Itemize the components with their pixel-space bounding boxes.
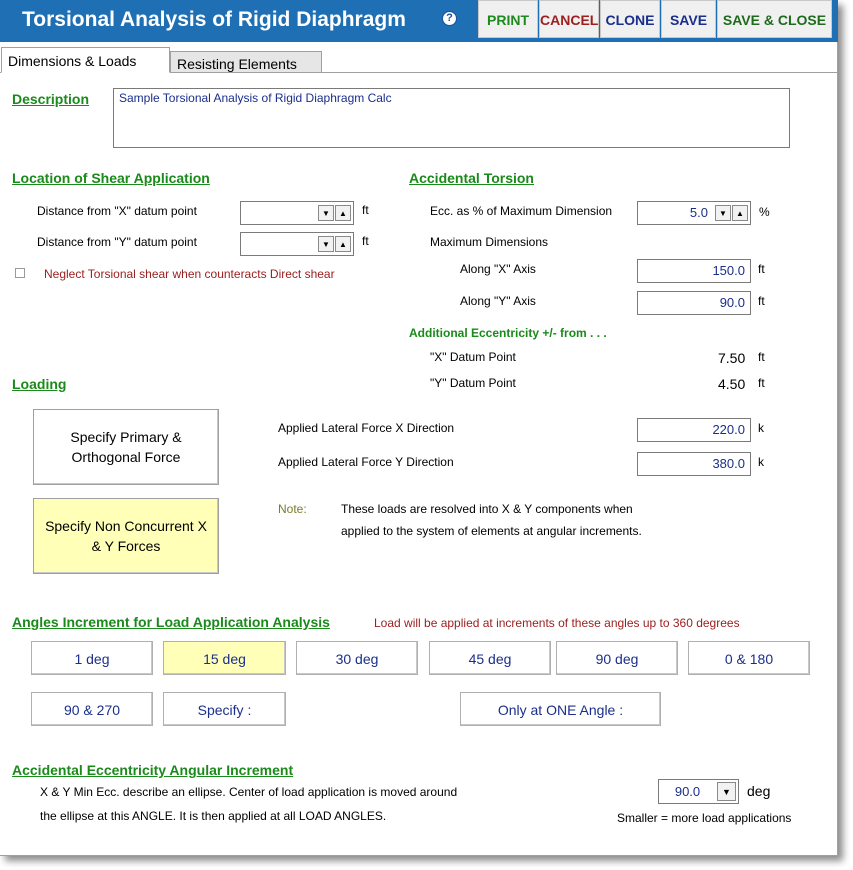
along-x-label: Along "X" Axis bbox=[460, 262, 536, 276]
max-dimensions-label: Maximum Dimensions bbox=[430, 235, 549, 249]
y-distance-value[interactable] bbox=[241, 233, 317, 255]
specify-primary-orthogonal-button[interactable]: Specify Primary & Orthogonal Force bbox=[33, 409, 219, 485]
ecc-percent-value[interactable]: 5.0 bbox=[689, 205, 708, 220]
force-y-input[interactable]: 380.0 bbox=[637, 452, 751, 476]
ecc-increment-hint: Smaller = more load applications bbox=[617, 811, 792, 825]
neglect-torsional-label: Neglect Torsional shear when counteracts Direct shear bbox=[44, 267, 335, 281]
shear-location-heading: Location of Shear Application bbox=[12, 170, 210, 186]
force-x-label: Applied Lateral Force X Direction bbox=[278, 421, 455, 435]
tab-resisting-elements[interactable]: Resisting Elements bbox=[170, 51, 322, 73]
angle-90deg-button[interactable]: 90 deg bbox=[556, 641, 678, 675]
angles-info-text: Load will be applied at increments of these angles up to 360 degrees bbox=[374, 616, 740, 630]
cancel-button[interactable]: CANCEL bbox=[539, 0, 599, 38]
chevron-up-icon[interactable]: ▲ bbox=[335, 205, 351, 221]
angle-1deg-button[interactable]: 1 deg bbox=[31, 641, 153, 675]
note-line-1: These loads are resolved into X & Y components when bbox=[341, 502, 633, 516]
neglect-torsional-checkbox[interactable] bbox=[15, 268, 25, 278]
along-y-label: Along "Y" Axis bbox=[460, 294, 536, 308]
ecc-increment-dropdown[interactable] bbox=[658, 779, 739, 804]
force-y-unit: k bbox=[758, 455, 764, 469]
y-distance-unit: ft bbox=[362, 234, 369, 248]
angle-only-one-button[interactable]: Only at ONE Angle : bbox=[460, 692, 661, 726]
angle-30deg-button[interactable]: 30 deg bbox=[296, 641, 418, 675]
y-datum-value: 4.50 bbox=[718, 376, 746, 392]
chevron-down-icon[interactable]: ▼ bbox=[318, 236, 334, 252]
ecc-percent-spinner[interactable] bbox=[637, 201, 751, 225]
chevron-down-icon[interactable]: ▼ bbox=[717, 782, 736, 801]
x-distance-value[interactable] bbox=[241, 202, 317, 224]
specify-nonconcurrent-button[interactable]: Specify Non Concurrent X & Y Forces bbox=[33, 498, 219, 574]
y-distance-spinner[interactable] bbox=[240, 232, 354, 256]
accidental-torsion-heading: Accidental Torsion bbox=[409, 170, 534, 186]
angle-0-180-button[interactable]: 0 & 180 bbox=[688, 641, 810, 675]
along-x-unit: ft bbox=[758, 262, 765, 276]
y-datum-unit: ft bbox=[758, 376, 765, 390]
print-button[interactable]: PRINT bbox=[478, 0, 538, 38]
x-datum-label: "X" Datum Point bbox=[430, 350, 516, 364]
ecc-increment-line-1: X & Y Min Ecc. describe an ellipse. Center of load application is moved around bbox=[40, 785, 458, 799]
angle-15deg-button[interactable]: 15 deg bbox=[163, 641, 286, 675]
along-y-unit: ft bbox=[758, 294, 765, 308]
force-x-unit: k bbox=[758, 421, 764, 435]
ecc-percent-label: Ecc. as % of Maximum Dimension bbox=[430, 204, 613, 218]
loading-heading: Loading bbox=[12, 376, 67, 392]
angle-specify-button[interactable]: Specify : bbox=[163, 692, 286, 726]
y-distance-label: Distance from "Y" datum point bbox=[37, 235, 197, 249]
save-button[interactable]: SAVE bbox=[661, 0, 716, 38]
note-line-2: applied to the system of elements at angular increments. bbox=[341, 524, 642, 538]
along-x-input[interactable]: 150.0 bbox=[637, 259, 751, 283]
x-distance-unit: ft bbox=[362, 203, 369, 217]
x-distance-label: Distance from "X" datum point bbox=[37, 204, 197, 218]
window-title: Torsional Analysis of Rigid Diaphragm bbox=[22, 8, 406, 31]
x-datum-value: 7.50 bbox=[718, 350, 746, 366]
save-and-close-button[interactable]: SAVE & CLOSE bbox=[717, 0, 832, 38]
angle-45deg-button[interactable]: 45 deg bbox=[429, 641, 551, 675]
ecc-percent-unit: % bbox=[759, 205, 770, 219]
chevron-down-icon[interactable]: ▼ bbox=[715, 205, 731, 221]
y-datum-label: "Y" Datum Point bbox=[430, 376, 516, 390]
description-input[interactable]: Sample Torsional Analysis of Rigid Diaphragm Calc bbox=[113, 88, 790, 148]
chevron-down-icon[interactable]: ▼ bbox=[318, 205, 334, 221]
force-x-input[interactable]: 220.0 bbox=[637, 418, 751, 442]
x-datum-unit: ft bbox=[758, 350, 765, 364]
clone-button[interactable]: CLONE bbox=[600, 0, 660, 38]
note-label: Note: bbox=[278, 502, 307, 516]
chevron-up-icon[interactable]: ▲ bbox=[335, 236, 351, 252]
x-distance-spinner[interactable] bbox=[240, 201, 354, 225]
angles-increment-heading: Angles Increment for Load Application Analysis bbox=[12, 614, 330, 630]
tab-dimensions-loads[interactable]: Dimensions & Loads bbox=[1, 47, 170, 73]
description-heading: Description bbox=[12, 91, 90, 107]
help-icon[interactable]: ? bbox=[442, 11, 457, 26]
ecc-increment-unit: deg bbox=[747, 783, 771, 799]
along-y-input[interactable]: 90.0 bbox=[637, 291, 751, 315]
chevron-up-icon[interactable]: ▲ bbox=[732, 205, 748, 221]
title-bar bbox=[0, 0, 838, 42]
force-y-label: Applied Lateral Force Y Direction bbox=[278, 455, 454, 469]
ecc-increment-line-2: the ellipse at this ANGLE. It is then applied at all LOAD ANGLES. bbox=[40, 809, 387, 823]
ecc-increment-heading: Accidental Eccentricity Angular Increment bbox=[12, 762, 294, 778]
ecc-increment-value[interactable]: 90.0 bbox=[674, 784, 701, 799]
angle-90-270-button[interactable]: 90 & 270 bbox=[31, 692, 153, 726]
additional-eccentricity-heading: Additional Eccentricity +/- from . . . bbox=[409, 326, 607, 340]
